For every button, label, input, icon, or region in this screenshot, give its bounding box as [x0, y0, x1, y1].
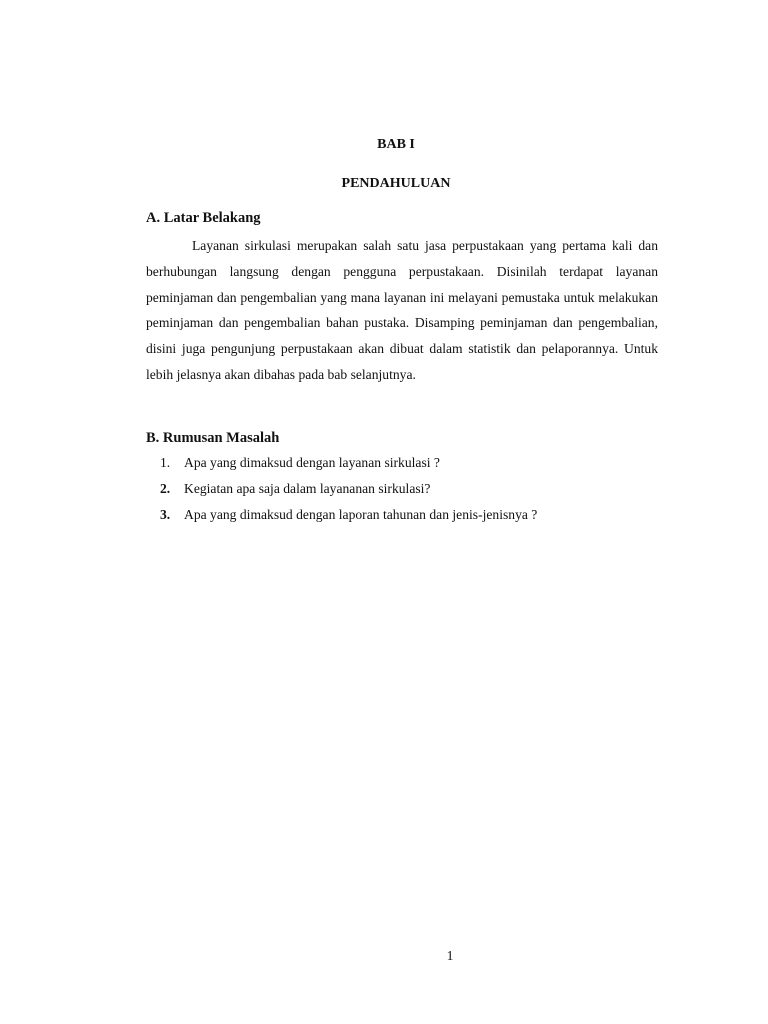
- page-number: 1: [446, 948, 454, 963]
- chapter-title: PENDAHULUAN: [341, 176, 451, 191]
- list-item-number: 1.: [160, 455, 171, 470]
- list-item-number: 3.: [160, 507, 171, 522]
- list-item-number: 2.: [160, 481, 171, 496]
- latar-belakang-paragraph: Layanan sirkulasi merupakan salah satu jasa perpustakaan yang pertama kali dan berhubungan langsung dengan pengguna perpustakaan. Disinilah terdapat layanan peminjaman dan pengembalian yang mana layanan ini melayani pemustaka untuk melakukan peminjaman dan pengembalian bahan pustaka. Disamping peminjaman dan pengembalian, disini juga pengunjung perpustakaan akan dibuat dalam statistik dan pelaporannya. Untuk lebih jelasnya akan dibahas pada bab selanjutnya.: [146, 238, 658, 382]
- section-heading-latar-belakang: A. Latar Belakang: [146, 210, 261, 226]
- list-item-text: Kegiatan apa saja dalam layananan sirkulasi?: [184, 481, 431, 496]
- list-item-text: Apa yang dimaksud dengan laporan tahunan dan jenis-jenisnya ?: [184, 507, 538, 522]
- list-item: [160, 505, 537, 531]
- list-item-text: Apa yang dimaksud dengan layanan sirkulasi ?: [184, 455, 440, 470]
- chapter-label: BAB I: [377, 137, 415, 152]
- list-item: [160, 479, 537, 505]
- section-heading-rumusan-masalah: B. Rumusan Masalah: [146, 430, 280, 446]
- rumusan-masalah-list: [160, 453, 537, 531]
- list-item: [160, 453, 537, 479]
